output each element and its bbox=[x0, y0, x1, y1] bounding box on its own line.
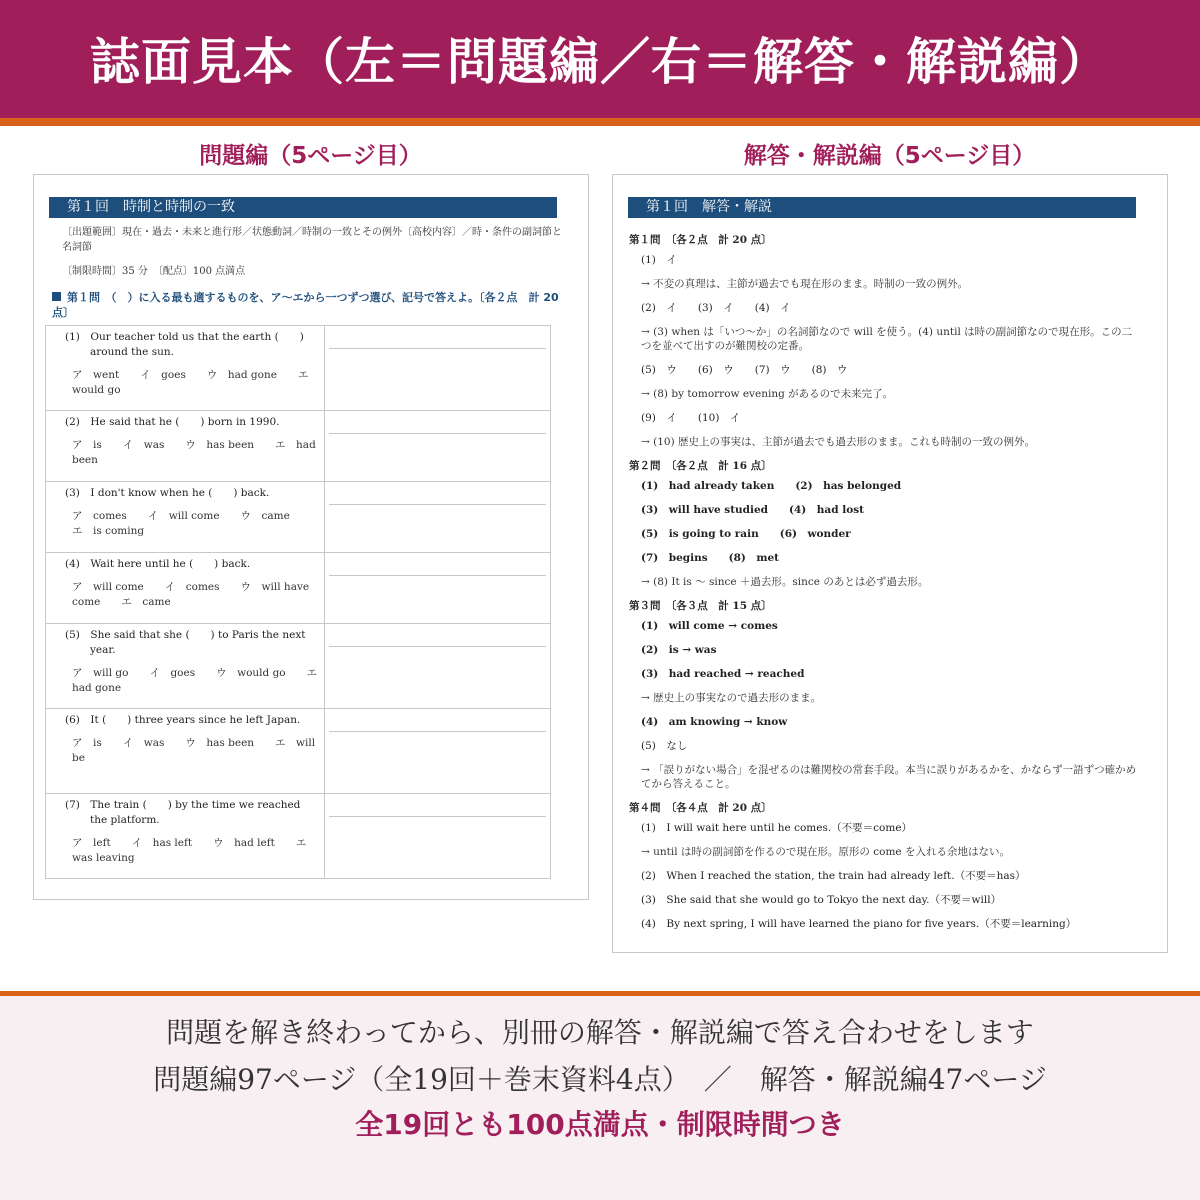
explanation-note: → (8) It is 〜 since ＋過去形。since のあとは必ず過去形。 bbox=[641, 576, 929, 588]
question-text: (3) I don't know when he ( ) back. bbox=[65, 487, 270, 499]
table-row bbox=[46, 482, 551, 553]
header-stripe bbox=[0, 118, 1200, 126]
section-heading bbox=[52, 290, 572, 320]
round-title-bar: 第１回 時制と時制の一致 bbox=[49, 197, 557, 218]
table-row bbox=[46, 326, 551, 411]
table-row bbox=[46, 411, 551, 482]
answer-page bbox=[612, 174, 1168, 953]
answer-cell[interactable] bbox=[325, 709, 551, 794]
answer-line bbox=[329, 433, 546, 434]
answer-line bbox=[329, 348, 546, 349]
square-bullet-icon bbox=[52, 292, 61, 301]
question-options: ア left イ has left ウ had left エ was leaving bbox=[72, 837, 317, 864]
table-row bbox=[46, 624, 551, 709]
answer-line bbox=[329, 731, 546, 732]
answer-line: (3) She said that she would go to Tokyo the next day.（不要＝will） bbox=[641, 894, 1002, 906]
question-options: ア will come イ comes ウ will have come エ came bbox=[72, 581, 310, 608]
answer-line: (3) had reached → reached bbox=[641, 668, 805, 680]
question-text: (5) She said that she ( ) to Paris the next year. bbox=[65, 629, 306, 656]
question-text: (7) The train ( ) by the time we reached the platform. bbox=[65, 799, 301, 826]
question-table bbox=[45, 325, 551, 879]
table-row bbox=[46, 553, 551, 624]
answer-line bbox=[329, 646, 546, 647]
answer-line: (2) When I reached the station, the train had already left.（不要＝has） bbox=[641, 870, 1026, 882]
time-limit-text: 〔制限時間〕35 分 〔配点〕100 点満点 bbox=[62, 266, 246, 277]
answer-body bbox=[629, 229, 1139, 941]
footer-line-pages: 問題編97ページ（全19回＋巻末資料4点） ／ 解答・解説編47ページ bbox=[153, 1063, 1047, 1096]
scope-text: 〔出題範囲〕現在・過去・未来と進行形／状態動詞／時制の一致とその例外〔高校内容〕／時・条件の副詞節と名詞節 bbox=[62, 227, 562, 253]
explanation-note: → 歴史上の事実なので過去形のまま。 bbox=[641, 692, 822, 704]
answer-cell[interactable] bbox=[325, 794, 551, 879]
explanation-note: → 不変の真理は、主節が過去でも現在形のまま。時制の一致の例外。 bbox=[641, 278, 969, 290]
part-heading: 第３問 〔各３点 計 15 点〕 bbox=[629, 600, 772, 612]
answer-line bbox=[329, 575, 546, 576]
part-heading: 第４問 〔各４点 計 20 点〕 bbox=[629, 802, 772, 814]
question-column-title: 問題編（5ページ目） bbox=[199, 143, 422, 169]
answer-cell[interactable] bbox=[325, 553, 551, 624]
explanation-note: → 「誤りがない場合」を混ぜるのは難関校の常套手段。本当に誤りがあるかを、かならず一語ずつ確かめてから答えること。 bbox=[641, 764, 1137, 790]
footer-line-usage: 問題を解き終わってから、別冊の解答・解説編で答え合わせをします bbox=[166, 1016, 1034, 1049]
part-heading: 第１問 〔各２点 計 20 点〕 bbox=[629, 234, 772, 246]
question-text: (4) Wait here until he ( ) back. bbox=[65, 558, 251, 570]
answer-line bbox=[329, 816, 546, 817]
explanation-note: → (10) 歴史上の事実は、主節が過去でも過去形のまま。これも時制の一致の例外。 bbox=[641, 436, 1036, 448]
answer-line: (1) I will wait here until he comes.（不要＝come） bbox=[641, 822, 913, 834]
question-options: ア will go イ goes ウ would go エ had gone bbox=[72, 667, 328, 694]
answer-line: (1) イ bbox=[641, 254, 677, 266]
round-title-bar: 第１回 解答・解説 bbox=[628, 197, 1136, 218]
answer-cell[interactable] bbox=[325, 326, 551, 411]
question-text: (6) It ( ) three years since he left Japan. bbox=[65, 714, 301, 726]
question-options: ア went イ goes ウ had gone エ would go bbox=[72, 369, 319, 396]
answer-cell[interactable] bbox=[325, 482, 551, 553]
footer-line-highlight: 全19回とも100点満点・制限時間つき bbox=[355, 1108, 845, 1141]
question-options: ア comes イ will come ウ came エ is coming bbox=[72, 510, 311, 537]
question-text: (1) Our teacher told us that the earth ( ) around the sun. bbox=[65, 331, 304, 358]
answer-line: (4) By next spring, I will have learned the piano for five years.（不要＝learning） bbox=[641, 918, 1077, 930]
section-heading-text: 第１問 （ ）に入る最も適するものを、ア〜エから一つずつ選び、記号で答えよ。〔各２点 計 20 点〕 bbox=[52, 291, 559, 319]
answer-line: (5) ウ (6) ウ (7) ウ (8) ウ bbox=[641, 364, 848, 376]
answer-line: (7) begins (8) met bbox=[641, 552, 780, 564]
question-options: ア is イ was ウ has been エ had been bbox=[72, 439, 316, 466]
explanation-note: → (3) when は「いつ〜か」の名詞節なので will を使う。(4) until は時の副詞節なので現在形。この二つを並べて出すのが難関校の定番。 bbox=[641, 326, 1133, 352]
answer-line: (1) had already taken (2) has belonged bbox=[641, 480, 902, 492]
answer-line bbox=[329, 504, 546, 505]
answer-cell[interactable] bbox=[325, 624, 551, 709]
question-page bbox=[33, 174, 589, 900]
answer-column-title: 解答・解説編（5ページ目） bbox=[743, 143, 1036, 169]
question-text: (2) He said that he ( ) born in 1990. bbox=[65, 416, 280, 428]
answer-line: (5) is going to rain (6) wonder bbox=[641, 528, 851, 540]
answer-line: (2) is → was bbox=[641, 644, 717, 656]
answer-line: (5) なし bbox=[641, 740, 688, 752]
question-options: ア is イ was ウ has been エ will be bbox=[72, 737, 316, 764]
answer-line: (4) am knowing → know bbox=[641, 716, 788, 728]
explanation-note: → (8) by tomorrow evening があるので未来完了。 bbox=[641, 388, 894, 400]
part-heading: 第２問 〔各２点 計 16 点〕 bbox=[629, 460, 772, 472]
page-title: 誌面見本（左＝問題編／右＝解答・解説編） bbox=[90, 33, 1110, 91]
answer-line: (2) イ (3) イ (4) イ bbox=[641, 302, 791, 314]
answer-cell[interactable] bbox=[325, 411, 551, 482]
answer-line: (1) will come → comes bbox=[641, 620, 778, 632]
explanation-note: → until は時の副詞節を作るので現在形。原形の come を入れる余地はない。 bbox=[641, 846, 1010, 858]
table-row bbox=[46, 709, 551, 794]
answer-line: (9) イ (10) イ bbox=[641, 412, 741, 424]
table-row bbox=[46, 794, 551, 879]
answer-line: (3) will have studied (4) had lost bbox=[641, 504, 864, 516]
